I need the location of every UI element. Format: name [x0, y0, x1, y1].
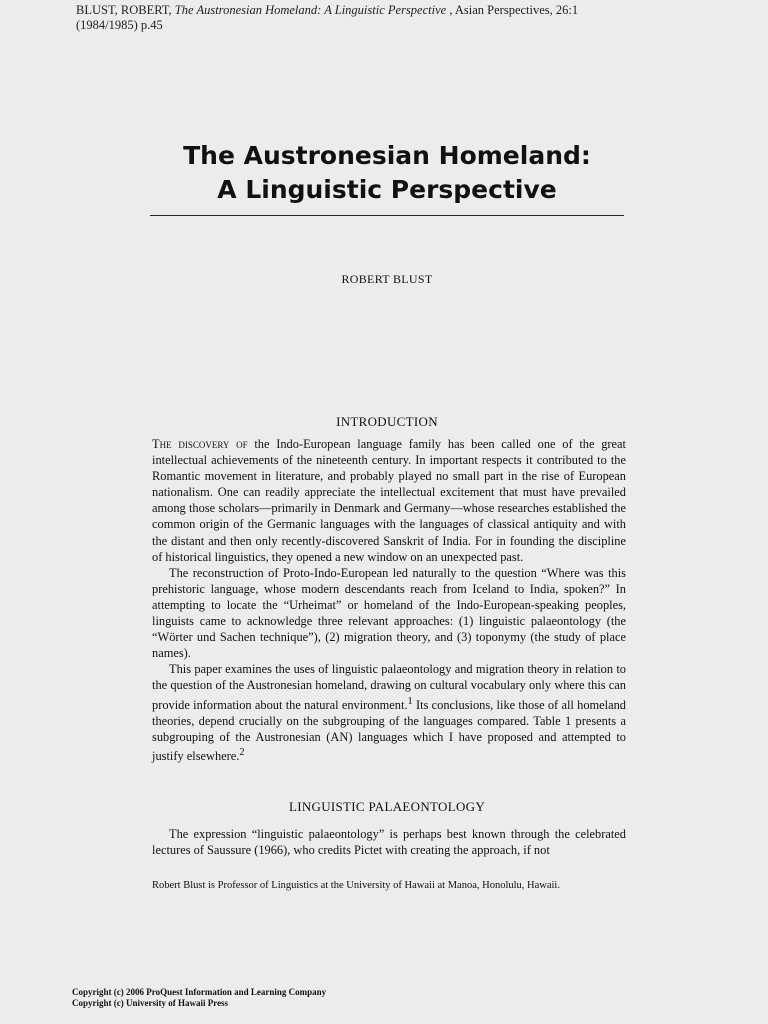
linguistic-palaeontology-body: [152, 826, 626, 858]
title-divider: [150, 215, 624, 216]
citation-title: The Austronesian Homeland: A Linguistic Perspective: [174, 3, 447, 17]
intro-paragraph-3-text-a: This paper examines the uses of linguistic palaeontology and migration theory in relation to the question of the Austronesian homeland, drawing on cultural vocabulary only where this can provide information about the natural environment.: [152, 662, 626, 712]
intro-paragraph-2: The reconstruction of Proto-Indo-European led naturally to the question “Where was this prehistoric language, whose modern descendants reach from Iceland to India, spoken?” In attempting to locate the “Urheimat” or homeland of the Indo-European-speaking peoples, linguists came to acknowledge three relevant approaches: (1) linguistic palaeontology (the “Wörter und Sachen technique”), (2) migration theory, and (3) toponymy (the study of place names).: [152, 565, 626, 661]
intro-paragraph-3-text-b: Its conclusions, like those of all homeland theories, depend crucially on the subgrouping of the languages compared. Table 1 presents a subgrouping of the Austronesian (AN) languages which I have proposed and attempted to justify elsewhere.: [152, 697, 626, 764]
intro-paragraph-3: [152, 661, 626, 764]
introduction-body: [152, 436, 626, 764]
citation-author: BLUST, ROBERT,: [76, 3, 175, 17]
article-author: ROBERT BLUST: [341, 272, 433, 286]
author-footnote: Robert Blust is Professor of Linguistics at the University of Hawaii at Manoa, Honolulu, Hawaii.: [152, 880, 560, 891]
intro-lead-smallcaps: The discovery of: [152, 437, 248, 451]
section-heading-introduction: INTRODUCTION: [336, 414, 438, 429]
intro-paragraph-1-text: the Indo-European language family has been called one of the great intellectual achievements of the nineteenth century. In important respects it contributed to the Romantic movement in literature, and probably played no small part in the rise of European nationalism. One can readily appreciate the intellectual excitement that must have prevailed among those scholars—primarily in Denmark and Germany—whose researches established the common origin of the Germanic languages with the languages of classical antiquity and with the distant and then only recently-discovered Sanskrit of India. For in founding the discipline of historical linguistics, they opened a new window on an unexpected past.: [152, 437, 626, 564]
citation-source: , Asian Perspectives, 26:1 (1984/1985) p.45: [76, 3, 579, 32]
copyright-line-2: Copyright (c) University of Hawaii Press: [72, 998, 229, 1008]
footnote-marker-1[interactable]: 1: [407, 695, 413, 707]
intro-paragraph-1: [152, 436, 626, 565]
article-title-line2: A Linguistic Perspective: [217, 175, 557, 204]
ling-paragraph-1: The expression “linguistic palaeontology” is perhaps best known through the celebrated lectures of Saussure (1966), who credits Pictet with creating the approach, if not: [152, 827, 626, 858]
citation-header: [76, 3, 596, 33]
copyright-line-1: Copyright (c) 2006 ProQuest Information and Learning Company: [72, 987, 327, 997]
article-title-line1: The Austronesian Homeland:: [183, 141, 591, 170]
footnote-marker-2[interactable]: 2: [239, 746, 245, 758]
section-heading-linguistic-palaeontology: LINGUISTIC PALAEONTOLOGY: [288, 799, 486, 814]
